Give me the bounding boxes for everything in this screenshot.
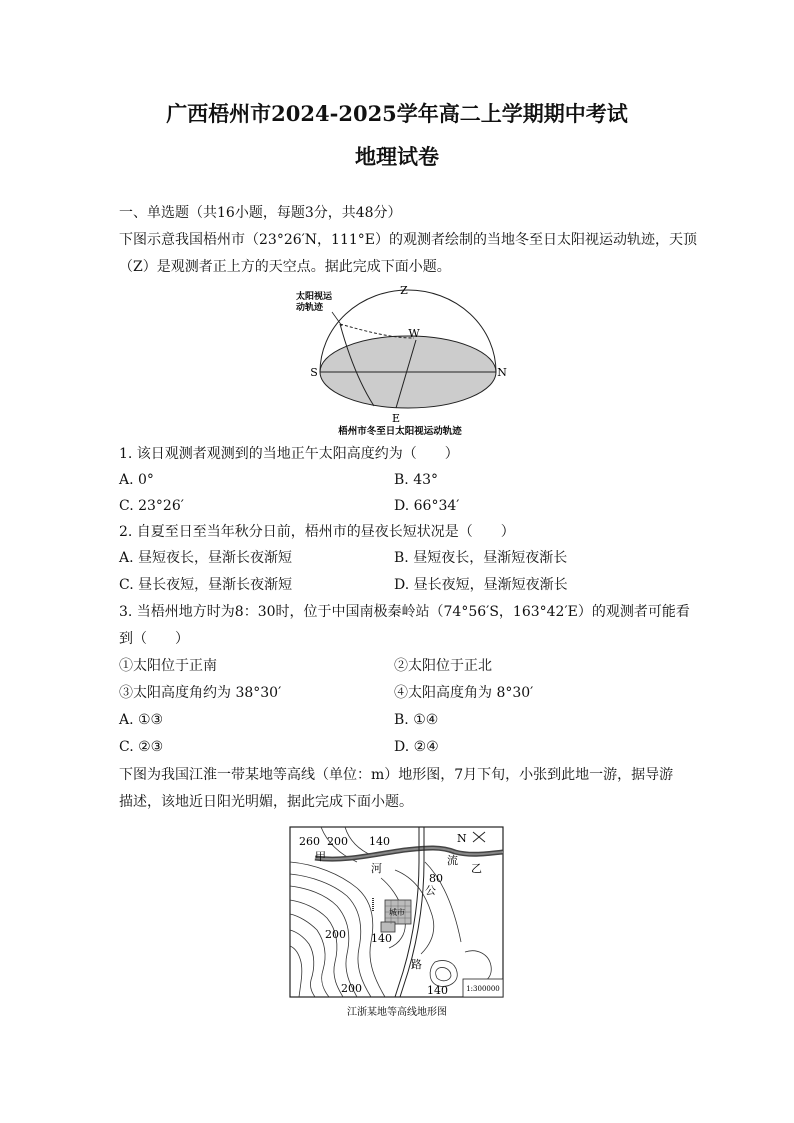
q1-option-b[interactable]: B. 43° xyxy=(394,472,439,488)
q2-option-a[interactable]: A. 昼短夜长，昼渐长夜渐短 xyxy=(119,550,293,566)
passage1-line1: 下图示意我国梧州市（23°26′N，111°E）的观测者绘制的当地冬至日太阳视运动轨迹，天顶 xyxy=(119,232,697,248)
q3-stem-line1: 3. 当梧州地方时为8：30时，位于中国南极秦岭站（74°56′S，163°42′E）的观测者可能看 xyxy=(119,604,690,620)
q3-statement-3: ③太阳高度角约为 38°30′ xyxy=(119,685,282,701)
contour-label-260: 260 xyxy=(299,835,320,848)
sun-path-callout-line2: 动轨迹 xyxy=(296,303,324,313)
q2-option-d[interactable]: D. 昼长夜短，昼渐短夜渐长 xyxy=(394,577,568,593)
passage2-line1: 下图为我国江淮一带某地等高线（单位：m）地形图，7月下旬，小张到此地一游，据导游 xyxy=(119,767,674,783)
scale-label: 1:300000 xyxy=(466,985,500,993)
q3-option-c[interactable]: C. ②③ xyxy=(119,739,164,755)
section-heading: 一、单选题（共16小题，每题3分，共48分） xyxy=(119,205,402,221)
figure2-caption: 江浙某地等高线地形图 xyxy=(347,1007,447,1018)
page-title: 广西梧州市2024-2025学年高二上学期期中考试 xyxy=(166,101,628,126)
contour-label-140-bottom: 140 xyxy=(427,984,448,997)
contour-label-140-mid: 140 xyxy=(371,932,392,945)
q3-statement-4: ④太阳高度角为 8°30′ xyxy=(394,685,534,701)
q2-option-b[interactable]: B. 昼短夜长，昼渐短夜渐长 xyxy=(394,550,568,566)
contour-label-200-top: 200 xyxy=(327,835,348,848)
point-jia-label: 甲 xyxy=(315,850,326,863)
sun-path-callout-line1: 太阳视运 xyxy=(296,292,333,302)
north-label: N xyxy=(457,832,467,845)
q2-stem: 2. 自夏至日至当年秋分日前，梧州市的昼夜长短状况是（ ） xyxy=(119,524,515,540)
q3-option-d[interactable]: D. ②④ xyxy=(394,739,439,755)
label-south: S xyxy=(310,366,318,379)
contour-map-figure xyxy=(285,822,510,1022)
sun-path-figure xyxy=(290,282,510,442)
point-yi-label: 乙 xyxy=(471,862,482,875)
river-label-he: 河 xyxy=(371,862,382,875)
passage1-line2: （Z）是观测者正上方的天空点。据此完成下面小题。 xyxy=(119,259,451,275)
passage2-line2: 描述，该地近日阳光明媚，据此完成下面小题。 xyxy=(119,794,413,810)
q3-option-b[interactable]: B. ①④ xyxy=(394,712,439,728)
label-west: W xyxy=(408,327,420,340)
contour-label-200-bottom: 200 xyxy=(341,982,362,995)
q1-option-a[interactable]: A. 0° xyxy=(119,472,154,488)
road-label-lu: 路 xyxy=(411,958,422,971)
contour-label-80: 80 xyxy=(429,872,443,885)
label-east: E xyxy=(391,412,401,425)
label-zenith: Z xyxy=(400,284,408,297)
city-label: 城市 xyxy=(389,908,405,917)
q1-option-d[interactable]: D. 66°34′ xyxy=(394,498,460,514)
q1-option-c[interactable]: C. 23°26′ xyxy=(119,498,184,514)
contour-label-140-top: 140 xyxy=(369,835,390,848)
road-label-gong: 公 xyxy=(425,884,436,897)
label-north: N xyxy=(497,366,507,379)
page-subtitle: 地理试卷 xyxy=(355,144,439,169)
q3-statement-2: ②太阳位于正北 xyxy=(394,658,492,674)
q3-option-a[interactable]: A. ①③ xyxy=(119,712,164,728)
contour-label-200-left: 200 xyxy=(325,928,346,941)
q2-option-c[interactable]: C. 昼长夜短，昼渐长夜渐短 xyxy=(119,577,293,593)
river-label-liu: 流 xyxy=(447,854,458,867)
city-block-small xyxy=(381,922,395,932)
q3-stem-line2: 到（ ） xyxy=(119,631,189,647)
q1-stem: 1. 该日观测者观测到的当地正午太阳高度约为（ ） xyxy=(119,446,459,462)
q3-statement-1: ①太阳位于正南 xyxy=(119,658,217,674)
figure1-caption: 梧州市冬至日太阳视运动轨迹 xyxy=(338,426,462,437)
